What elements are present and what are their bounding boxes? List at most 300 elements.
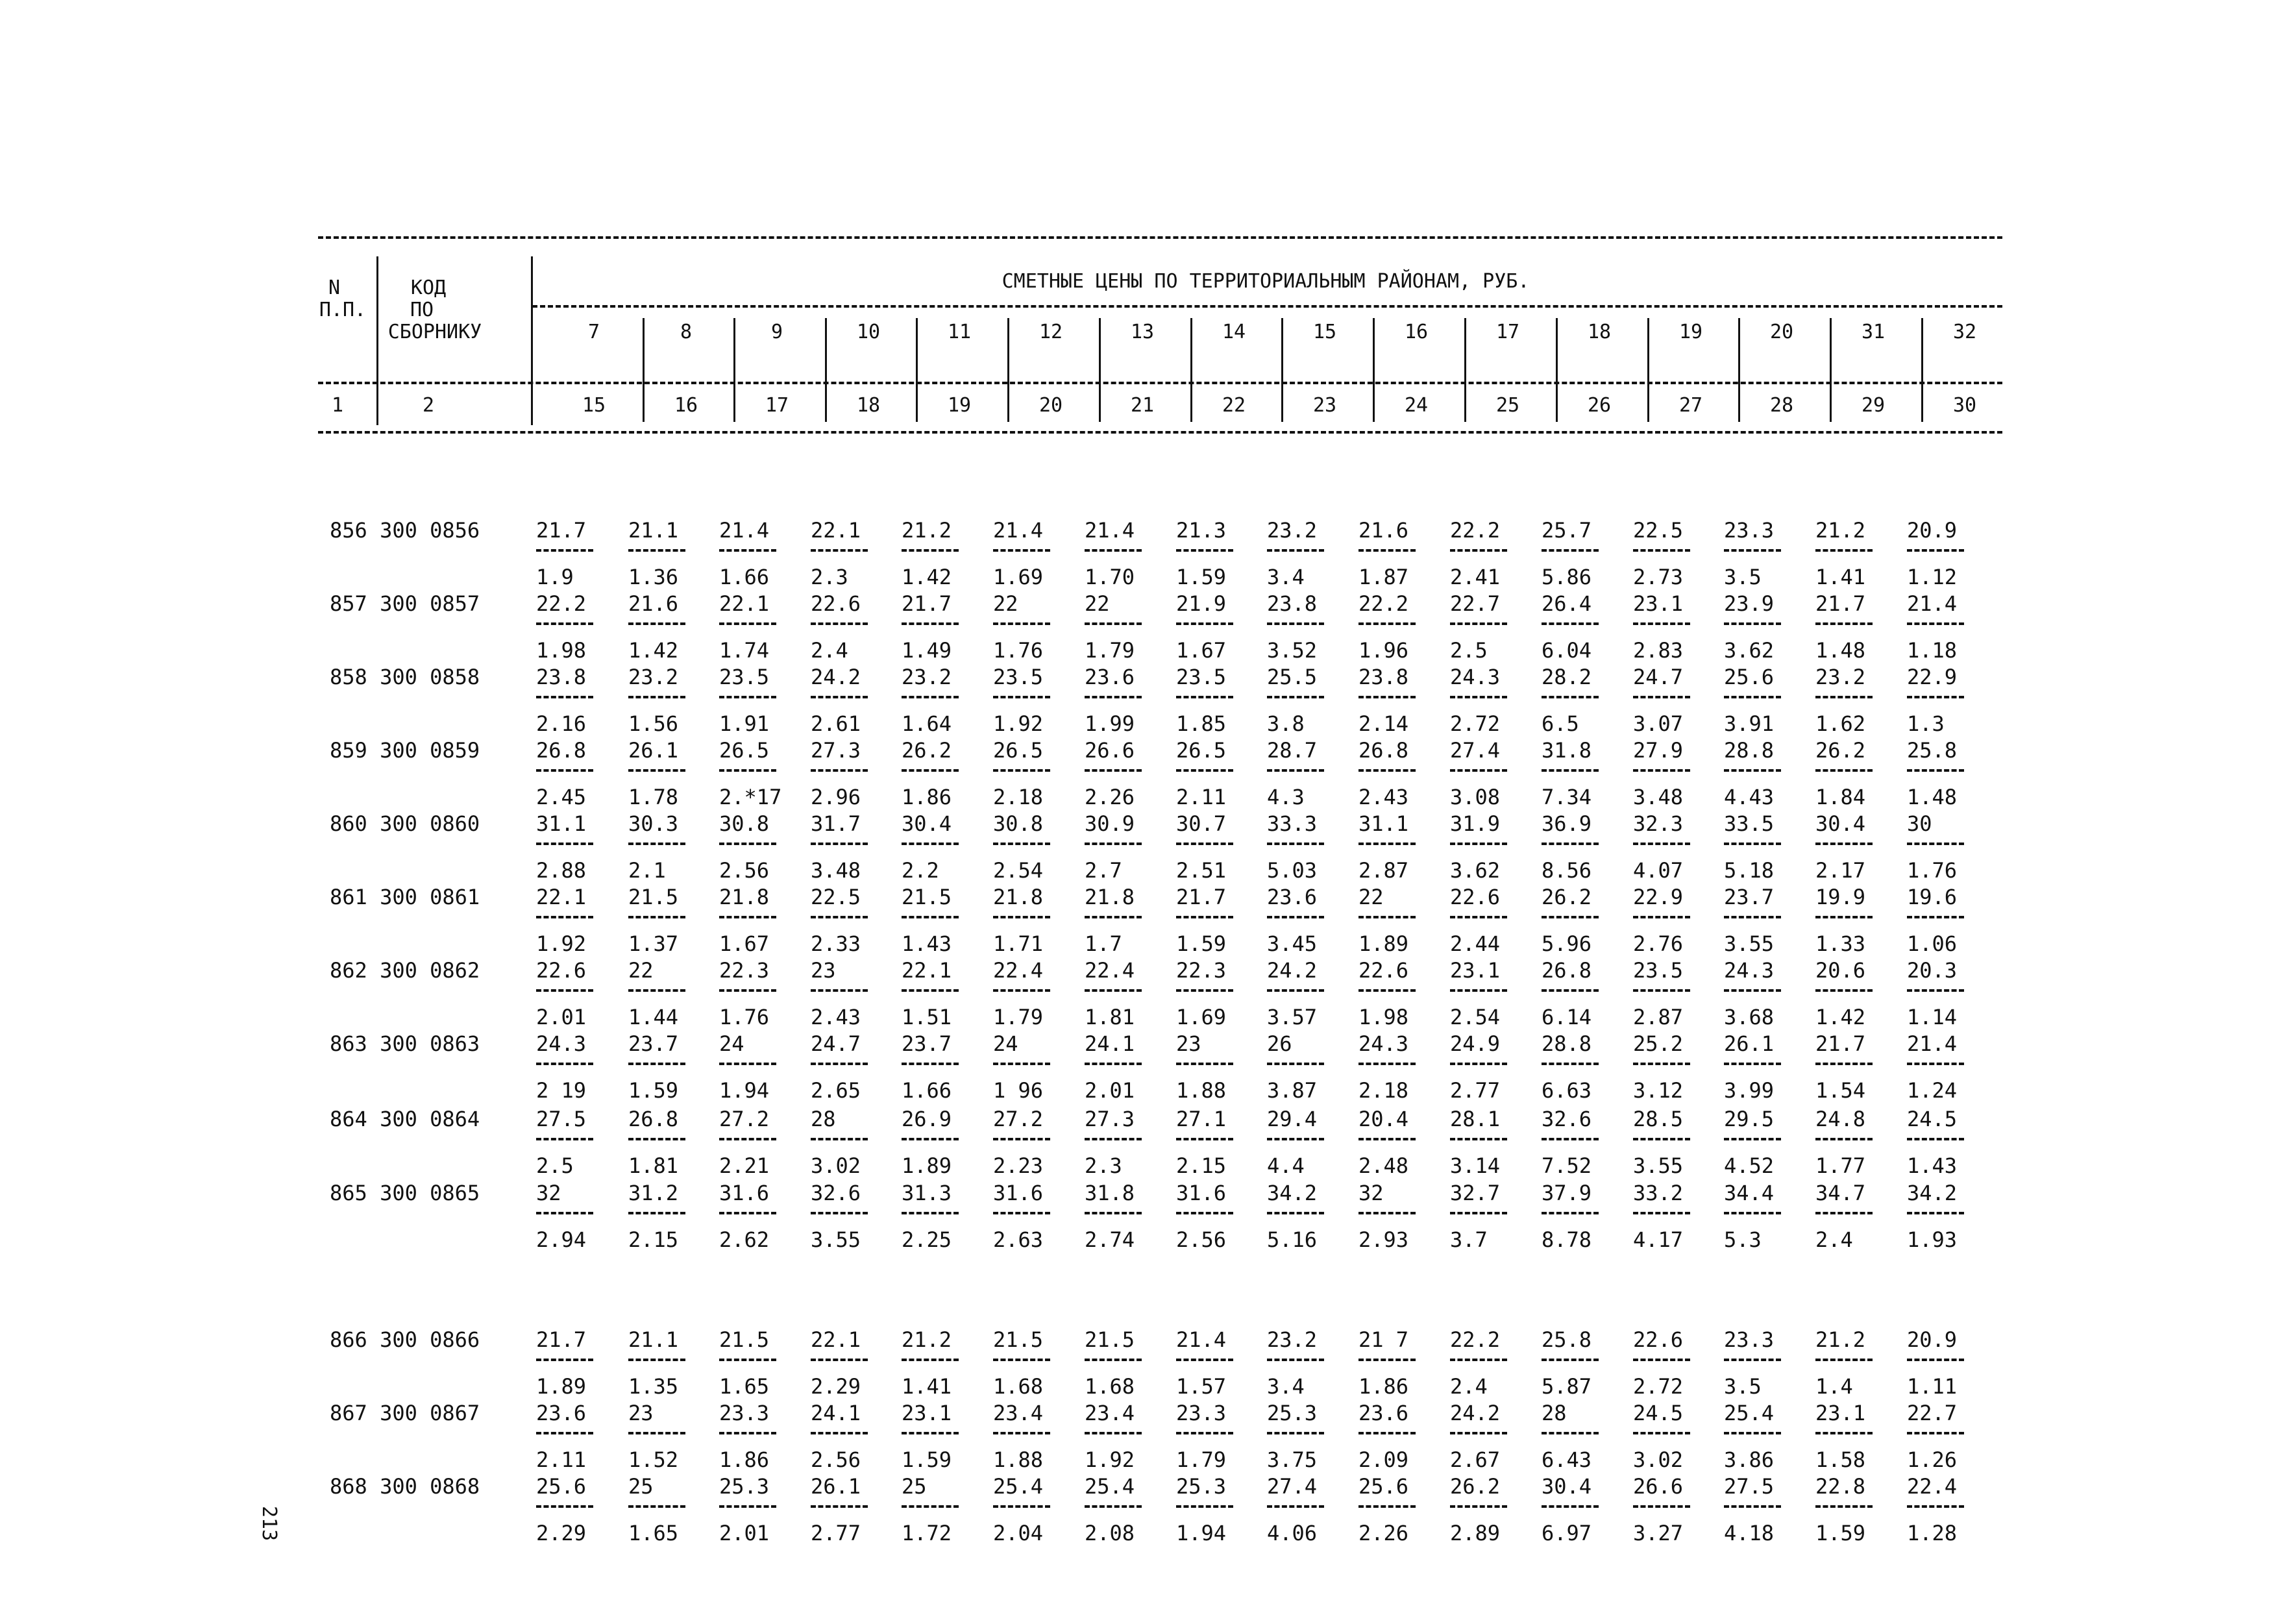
price-value: 21.8 bbox=[1085, 885, 1135, 909]
header-region-number: 12 bbox=[1039, 321, 1063, 343]
price-value: 1.56 bbox=[628, 711, 679, 736]
fraction-rule bbox=[811, 1359, 868, 1361]
fraction-rule bbox=[1907, 1505, 1964, 1508]
price-value: 27.9 bbox=[1633, 738, 1684, 763]
fraction-rule bbox=[1724, 916, 1781, 918]
price-value: 26.2 bbox=[1542, 885, 1592, 909]
price-value: 29.5 bbox=[1724, 1107, 1775, 1131]
price-value: 24.3 bbox=[1724, 958, 1775, 983]
price-value: 1.59 bbox=[1176, 931, 1227, 956]
price-value: 22.4 bbox=[993, 958, 1044, 983]
price-value: 2.67 bbox=[1450, 1447, 1501, 1472]
price-value: 2.54 bbox=[1450, 1005, 1501, 1029]
price-value: 5.87 bbox=[1542, 1374, 1592, 1399]
price-value: 25.5 bbox=[1267, 665, 1318, 689]
price-value: 33.2 bbox=[1633, 1181, 1684, 1205]
price-value: 2.89 bbox=[1450, 1521, 1501, 1545]
fraction-rule bbox=[993, 696, 1050, 698]
price-value: 7.52 bbox=[1542, 1153, 1592, 1178]
price-value: 2.44 bbox=[1450, 931, 1501, 956]
price-value: 1.12 bbox=[1907, 565, 1958, 589]
price-value: 1.68 bbox=[1085, 1374, 1135, 1399]
price-value: 34.2 bbox=[1907, 1181, 1958, 1205]
price-value: 30.8 bbox=[993, 811, 1044, 836]
fraction-rule bbox=[1815, 696, 1873, 698]
price-value: 1.91 bbox=[719, 711, 770, 736]
price-value: 23.2 bbox=[628, 665, 679, 689]
price-value: 2.72 bbox=[1633, 1374, 1684, 1399]
price-value: 3.5 bbox=[1724, 1374, 1762, 1399]
fraction-rule bbox=[628, 769, 685, 772]
price-value: 23 bbox=[628, 1401, 654, 1425]
price-value: 2.16 bbox=[536, 711, 587, 736]
price-value: 2.2 bbox=[902, 858, 939, 883]
price-value: 2.61 bbox=[811, 711, 861, 736]
price-value: 30 bbox=[1907, 811, 1932, 836]
fraction-rule bbox=[811, 622, 868, 625]
fraction-rule bbox=[1542, 1359, 1599, 1361]
price-value: 2.15 bbox=[628, 1227, 679, 1252]
fraction-rule bbox=[1815, 1212, 1873, 1214]
price-value: 3.99 bbox=[1724, 1078, 1775, 1103]
header-col-separator bbox=[1281, 318, 1283, 422]
price-value: 2.01 bbox=[536, 1005, 587, 1029]
price-value: 21.4 bbox=[1085, 518, 1135, 543]
price-value: 28.8 bbox=[1724, 738, 1775, 763]
fraction-rule bbox=[1085, 769, 1142, 772]
fraction-rule bbox=[1542, 1432, 1599, 1434]
price-value: 4.3 bbox=[1267, 785, 1305, 809]
price-value: 23.3 bbox=[719, 1401, 770, 1425]
fraction-rule bbox=[536, 622, 593, 625]
row-code: 859 300 0859 bbox=[330, 738, 480, 763]
price-value: 1.43 bbox=[902, 931, 952, 956]
price-value: 1.87 bbox=[1358, 565, 1409, 589]
price-value: 1.48 bbox=[1907, 785, 1958, 809]
fraction-rule bbox=[1450, 622, 1507, 625]
fraction-rule bbox=[1907, 1063, 1964, 1065]
price-value: 32.7 bbox=[1450, 1181, 1501, 1205]
price-value: 24.3 bbox=[1358, 1031, 1409, 1056]
price-value: 2.87 bbox=[1633, 1005, 1684, 1029]
fraction-rule bbox=[993, 916, 1050, 918]
price-value: 1.76 bbox=[719, 1005, 770, 1029]
price-value: 5.96 bbox=[1542, 931, 1592, 956]
price-value: 1.84 bbox=[1815, 785, 1866, 809]
fraction-rule bbox=[1542, 1212, 1599, 1214]
fraction-rule bbox=[1450, 696, 1507, 698]
fraction-rule bbox=[902, 549, 959, 552]
price-value: 21.8 bbox=[719, 885, 770, 909]
fraction-rule bbox=[628, 1212, 685, 1214]
price-value: 2.54 bbox=[993, 858, 1044, 883]
fraction-rule bbox=[902, 696, 959, 698]
price-value: 2.48 bbox=[1358, 1153, 1409, 1178]
price-value: 2.01 bbox=[719, 1521, 770, 1545]
fraction-rule bbox=[902, 769, 959, 772]
fraction-rule bbox=[1542, 843, 1599, 845]
fraction-rule bbox=[719, 989, 776, 992]
fraction-rule bbox=[536, 916, 593, 918]
row-code: 866 300 0866 bbox=[330, 1327, 480, 1352]
price-value: 33.5 bbox=[1724, 811, 1775, 836]
fraction-rule bbox=[536, 843, 593, 845]
fraction-rule bbox=[1907, 549, 1964, 552]
price-value: 1.64 bbox=[902, 711, 952, 736]
price-value: 6.14 bbox=[1542, 1005, 1592, 1029]
price-value: 3.62 bbox=[1724, 638, 1775, 663]
fraction-rule bbox=[1815, 622, 1873, 625]
price-value: 3.4 bbox=[1267, 1374, 1305, 1399]
fraction-rule bbox=[1907, 769, 1964, 772]
fraction-rule bbox=[628, 1432, 685, 1434]
price-value: 22.3 bbox=[1176, 958, 1227, 983]
header-vsep-kod bbox=[531, 256, 533, 425]
header-index-number: 22 bbox=[1222, 394, 1246, 417]
fraction-rule bbox=[993, 1212, 1050, 1214]
header-index-number: 25 bbox=[1495, 394, 1520, 417]
fraction-rule bbox=[1450, 1138, 1507, 1140]
fraction-rule bbox=[902, 1505, 959, 1508]
fraction-rule bbox=[811, 1212, 868, 1214]
price-value: 6.43 bbox=[1542, 1447, 1592, 1472]
price-value: 23.7 bbox=[902, 1031, 952, 1056]
price-value: 7.34 bbox=[1542, 785, 1592, 809]
price-value: 24 bbox=[993, 1031, 1018, 1056]
fraction-rule bbox=[536, 1505, 593, 1508]
price-value: 28 bbox=[1542, 1401, 1567, 1425]
price-value: 25.8 bbox=[1542, 1327, 1592, 1352]
fraction-rule bbox=[993, 1359, 1050, 1361]
fraction-rule bbox=[1815, 1359, 1873, 1361]
price-value: 20.3 bbox=[1907, 958, 1958, 983]
price-value: 4.07 bbox=[1633, 858, 1684, 883]
fraction-rule bbox=[1724, 1138, 1781, 1140]
fraction-rule bbox=[1176, 1359, 1233, 1361]
price-value: 3.55 bbox=[1633, 1153, 1684, 1178]
fraction-rule bbox=[993, 622, 1050, 625]
fraction-rule bbox=[1267, 1505, 1324, 1508]
fraction-rule bbox=[1633, 989, 1690, 992]
fraction-rule bbox=[902, 1432, 959, 1434]
price-value: 2.96 bbox=[811, 785, 861, 809]
fraction-rule bbox=[1907, 622, 1964, 625]
price-value: 3.02 bbox=[811, 1153, 861, 1178]
fraction-rule bbox=[536, 1138, 593, 1140]
header-region-number: 32 bbox=[1952, 321, 1977, 343]
price-value: 30.9 bbox=[1085, 811, 1135, 836]
price-value: 2.41 bbox=[1450, 565, 1501, 589]
price-value: 23.2 bbox=[1267, 1327, 1318, 1352]
price-value: 23.6 bbox=[536, 1401, 587, 1425]
price-value: 26.5 bbox=[993, 738, 1044, 763]
price-value: 4.18 bbox=[1724, 1521, 1775, 1545]
fraction-rule bbox=[1907, 1359, 1964, 1361]
price-value: 22 bbox=[628, 958, 654, 983]
price-value: 22.2 bbox=[536, 591, 587, 616]
price-value: 31.6 bbox=[719, 1181, 770, 1205]
fraction-rule bbox=[1633, 1063, 1690, 1065]
header-region-number: 10 bbox=[856, 321, 881, 343]
price-value: 21.6 bbox=[1358, 518, 1409, 543]
header-col-n: N bbox=[328, 277, 341, 299]
fraction-rule bbox=[1815, 1505, 1873, 1508]
price-value: 25.2 bbox=[1633, 1031, 1684, 1056]
price-value: 3.07 bbox=[1633, 711, 1684, 736]
fraction-rule bbox=[536, 1063, 593, 1065]
price-value: 21.5 bbox=[628, 885, 679, 909]
fraction-rule bbox=[1450, 549, 1507, 552]
price-value: 24 bbox=[719, 1031, 744, 1056]
price-value: 1.59 bbox=[628, 1078, 679, 1103]
fraction-rule bbox=[1542, 1138, 1599, 1140]
fraction-rule bbox=[811, 843, 868, 845]
fraction-rule bbox=[536, 696, 593, 698]
price-value: 3.14 bbox=[1450, 1153, 1501, 1178]
header-index-number: 15 bbox=[582, 394, 606, 417]
price-value: 4.17 bbox=[1633, 1227, 1684, 1252]
row-code: 862 300 0862 bbox=[330, 958, 480, 983]
price-value: 2.21 bbox=[719, 1153, 770, 1178]
price-value: 21.5 bbox=[902, 885, 952, 909]
price-value: 1.42 bbox=[1815, 1005, 1866, 1029]
price-value: 26.8 bbox=[536, 738, 587, 763]
price-value: 2.*17 bbox=[719, 785, 782, 809]
price-value: 23.9 bbox=[1724, 591, 1775, 616]
price-value: 1.89 bbox=[902, 1153, 952, 1178]
price-value: 2.29 bbox=[811, 1374, 861, 1399]
price-value: 22.8 bbox=[1815, 1474, 1866, 1499]
price-value: 20.9 bbox=[1907, 1327, 1958, 1352]
price-value: 22.5 bbox=[811, 885, 861, 909]
price-value: 4.4 bbox=[1267, 1153, 1305, 1178]
header-col-kod: КОД bbox=[410, 277, 447, 299]
price-value: 1.94 bbox=[719, 1078, 770, 1103]
price-value: 24.7 bbox=[1633, 665, 1684, 689]
price-value: 3.45 bbox=[1267, 931, 1318, 956]
fraction-rule bbox=[902, 1359, 959, 1361]
fraction-rule bbox=[536, 1359, 593, 1361]
fraction-rule bbox=[1085, 843, 1142, 845]
price-value: 1.4 bbox=[1815, 1374, 1853, 1399]
price-value: 22 bbox=[1085, 591, 1110, 616]
price-value: 27.3 bbox=[811, 738, 861, 763]
price-value: 28.2 bbox=[1542, 665, 1592, 689]
row-code: 856 300 0856 bbox=[330, 518, 480, 543]
price-value: 21.7 bbox=[1815, 591, 1866, 616]
price-value: 6.5 bbox=[1542, 711, 1579, 736]
fraction-rule bbox=[1542, 1505, 1599, 1508]
fraction-rule bbox=[1907, 916, 1964, 918]
price-value: 31.3 bbox=[902, 1181, 952, 1205]
price-value: 26.8 bbox=[1358, 738, 1409, 763]
price-value: 2.04 bbox=[993, 1521, 1044, 1545]
fraction-rule bbox=[1267, 843, 1324, 845]
fraction-rule bbox=[1633, 696, 1690, 698]
price-value: 24.7 bbox=[811, 1031, 861, 1056]
price-value: 28.1 bbox=[1450, 1107, 1501, 1131]
price-value: 22.6 bbox=[1450, 885, 1501, 909]
price-value: 3.7 bbox=[1450, 1227, 1488, 1252]
price-value: 31.1 bbox=[536, 811, 587, 836]
fraction-rule bbox=[1633, 549, 1690, 552]
header-col-separator bbox=[1190, 318, 1192, 422]
price-value: 27.3 bbox=[1085, 1107, 1135, 1131]
price-value: 1.65 bbox=[628, 1521, 679, 1545]
price-value: 1.92 bbox=[993, 711, 1044, 736]
fraction-rule bbox=[1907, 843, 1964, 845]
price-value: 21.2 bbox=[1815, 518, 1866, 543]
price-value: 27.1 bbox=[1176, 1107, 1227, 1131]
price-value: 25.3 bbox=[719, 1474, 770, 1499]
fraction-rule bbox=[1724, 1063, 1781, 1065]
fraction-rule bbox=[1633, 843, 1690, 845]
price-value: 3.75 bbox=[1267, 1447, 1318, 1472]
header-title: СМЕТНЫЕ ЦЕНЫ ПО ТЕРРИТОРИАЛЬНЫМ РАЙОНАМ, РУБ. bbox=[1002, 270, 1530, 293]
price-value: 25.6 bbox=[1358, 1474, 1409, 1499]
price-value: 20.6 bbox=[1815, 958, 1866, 983]
price-value: 23.1 bbox=[902, 1401, 952, 1425]
price-value: 23.3 bbox=[1724, 518, 1775, 543]
header-index-number: 2 bbox=[422, 394, 435, 417]
price-value: 4.43 bbox=[1724, 785, 1775, 809]
price-value: 21.5 bbox=[719, 1327, 770, 1352]
fraction-rule bbox=[1267, 622, 1324, 625]
price-value: 24.5 bbox=[1633, 1401, 1684, 1425]
price-value: 19.9 bbox=[1815, 885, 1866, 909]
header-col-separator bbox=[1373, 318, 1375, 422]
fraction-rule bbox=[1085, 1138, 1142, 1140]
fraction-rule bbox=[811, 696, 868, 698]
header-index-rule bbox=[318, 382, 2002, 384]
fraction-rule bbox=[811, 1063, 868, 1065]
fraction-rule bbox=[536, 1212, 593, 1214]
fraction-rule bbox=[1085, 1505, 1142, 1508]
price-value: 3.52 bbox=[1267, 638, 1318, 663]
header-col-separator bbox=[643, 318, 645, 422]
price-value: 22.6 bbox=[1358, 958, 1409, 983]
fraction-rule bbox=[811, 549, 868, 552]
fraction-rule bbox=[993, 843, 1050, 845]
price-value: 26.2 bbox=[1450, 1474, 1501, 1499]
price-value: 2.26 bbox=[1085, 785, 1135, 809]
fraction-rule bbox=[1724, 622, 1781, 625]
price-value: 3.12 bbox=[1633, 1078, 1684, 1103]
price-value: 1.93 bbox=[1907, 1227, 1958, 1252]
price-value: 1.43 bbox=[1907, 1153, 1958, 1178]
price-value: 3.55 bbox=[1724, 931, 1775, 956]
fraction-rule bbox=[1267, 696, 1324, 698]
fraction-rule bbox=[1358, 916, 1416, 918]
price-value: 31.6 bbox=[993, 1181, 1044, 1205]
fraction-rule bbox=[1633, 1359, 1690, 1361]
price-value: 21.2 bbox=[1815, 1327, 1866, 1352]
price-value: 25.7 bbox=[1542, 518, 1592, 543]
fraction-rule bbox=[1176, 769, 1233, 772]
price-value: 26.5 bbox=[719, 738, 770, 763]
price-value: 1.51 bbox=[902, 1005, 952, 1029]
price-value: 22.1 bbox=[536, 885, 587, 909]
price-value: 1.42 bbox=[628, 638, 679, 663]
price-value: 1.69 bbox=[1176, 1005, 1227, 1029]
fraction-rule bbox=[902, 1138, 959, 1140]
price-value: 23.1 bbox=[1450, 958, 1501, 983]
price-value: 1.54 bbox=[1815, 1078, 1866, 1103]
price-value: 2.76 bbox=[1633, 931, 1684, 956]
price-value: 23.6 bbox=[1358, 1401, 1409, 1425]
price-value: 28 bbox=[811, 1107, 836, 1131]
fraction-rule bbox=[1176, 1432, 1233, 1434]
price-value: 1.59 bbox=[1176, 565, 1227, 589]
fraction-rule bbox=[719, 549, 776, 552]
price-value: 23.2 bbox=[902, 665, 952, 689]
price-value: 1.72 bbox=[902, 1521, 952, 1545]
fraction-rule bbox=[902, 843, 959, 845]
fraction-rule bbox=[628, 696, 685, 698]
fraction-rule bbox=[719, 1505, 776, 1508]
fraction-rule bbox=[1815, 1432, 1873, 1434]
price-value: 23.6 bbox=[1085, 665, 1135, 689]
price-value: 1.65 bbox=[719, 1374, 770, 1399]
price-value: 26.5 bbox=[1176, 738, 1227, 763]
price-value: 2.17 bbox=[1815, 858, 1866, 883]
price-value: 1.86 bbox=[902, 785, 952, 809]
fraction-rule bbox=[719, 1359, 776, 1361]
price-value: 22.3 bbox=[719, 958, 770, 983]
price-value: 2.77 bbox=[811, 1521, 861, 1545]
price-value: 22.2 bbox=[1450, 1327, 1501, 1352]
price-value: 27.4 bbox=[1267, 1474, 1318, 1499]
fraction-rule bbox=[1176, 696, 1233, 698]
price-value: 1.86 bbox=[1358, 1374, 1409, 1399]
fraction-rule bbox=[1358, 843, 1416, 845]
fraction-rule bbox=[1358, 622, 1416, 625]
price-value: 2.87 bbox=[1358, 858, 1409, 883]
fraction-rule bbox=[1633, 769, 1690, 772]
price-value: 1.59 bbox=[1815, 1521, 1866, 1545]
fraction-rule bbox=[1176, 1505, 1233, 1508]
fraction-rule bbox=[628, 622, 685, 625]
price-value: 26.6 bbox=[1633, 1474, 1684, 1499]
price-value: 30.7 bbox=[1176, 811, 1227, 836]
price-value: 26.1 bbox=[811, 1474, 861, 1499]
header-region-number: 13 bbox=[1130, 321, 1155, 343]
price-value: 3.91 bbox=[1724, 711, 1775, 736]
price-value: 2.73 bbox=[1633, 565, 1684, 589]
price-value: 26.4 bbox=[1542, 591, 1592, 616]
price-value: 2.43 bbox=[1358, 785, 1409, 809]
header-index-number: 20 bbox=[1039, 394, 1063, 417]
price-value: 30.4 bbox=[902, 811, 952, 836]
price-value: 21.7 bbox=[1176, 885, 1227, 909]
price-value: 25.8 bbox=[1907, 738, 1958, 763]
fraction-rule bbox=[1085, 1212, 1142, 1214]
price-value: 31.2 bbox=[628, 1181, 679, 1205]
header-col-separator bbox=[1556, 318, 1558, 422]
header-index-number: 21 bbox=[1130, 394, 1155, 417]
price-value: 8.56 bbox=[1542, 858, 1592, 883]
fraction-rule bbox=[1724, 1212, 1781, 1214]
price-value: 32.6 bbox=[811, 1181, 861, 1205]
price-value: 24.2 bbox=[1267, 958, 1318, 983]
price-value: 2.43 bbox=[811, 1005, 861, 1029]
fraction-rule bbox=[1633, 916, 1690, 918]
fraction-rule bbox=[1267, 1063, 1324, 1065]
fraction-rule bbox=[993, 769, 1050, 772]
fraction-rule bbox=[811, 769, 868, 772]
price-value: 23 bbox=[1176, 1031, 1201, 1056]
price-value: 6.63 bbox=[1542, 1078, 1592, 1103]
